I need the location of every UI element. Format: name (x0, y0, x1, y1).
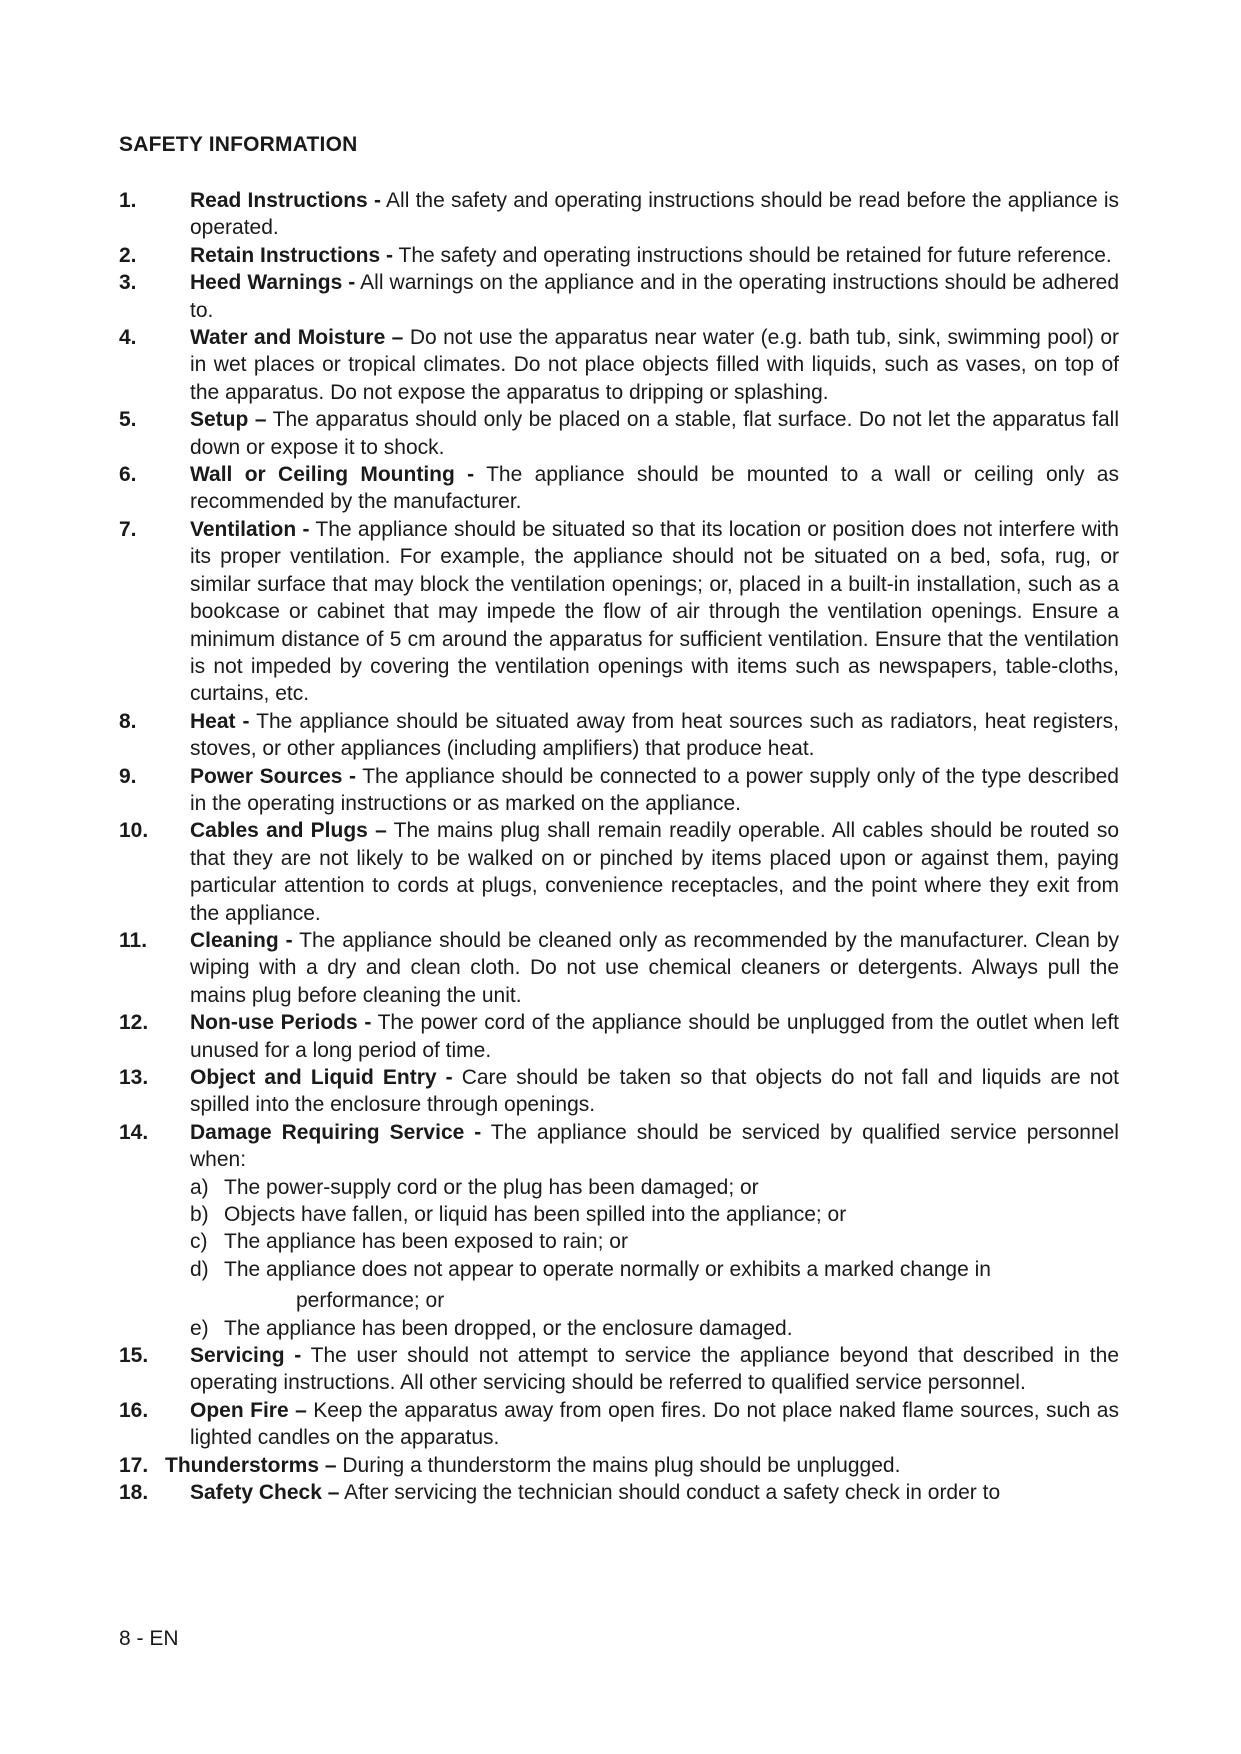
list-item (119, 708, 1119, 763)
item-heading: Heat - (190, 709, 250, 733)
item-body: The appliance should be situated away from heat sources such as radiators, heat registers, stoves, or other appliances (including amplifiers) that produce heat. (190, 709, 1119, 761)
item-body: The appliance should be mounted to a wall or ceiling only as recommended by the manufacturer. (190, 463, 1119, 514)
item-body: The power cord of the appliance should be unplugged from the outlet when left unused for a long period of time. (190, 1011, 1119, 1062)
item-number: 17. (119, 1453, 149, 1477)
sub-text: Objects have fallen, or liquid has been spilled into the appliance; or (224, 1203, 847, 1227)
sub-text: The appliance has been dropped, or the enclosure damaged. (224, 1316, 793, 1340)
item-number: 10. (119, 819, 149, 843)
item-number: 7. (119, 517, 137, 541)
item-body: The appliance should be situated so that its location or position does not interfere with its proper ventilation. For example, the appliance should not be situated on a bed, sofa, rug, or similar surface that may block the ventilation openings; or, placed in a built-in installation, such as a bookcase or cabinet that may impede the flow of air through the ventilation openings. Ensure a minimum distance of 5 cm around the apparatus for sufficient ventilation. Ensure that the ventilation is not impeded by covering the ventilation openings with items such as newspapers, table-cloths, curtains, etc. (190, 517, 1119, 706)
item-body: The appliance should be connected to a power supply only of the type described in the operating instructions or as marked on the appliance. (190, 764, 1119, 815)
item-number: 6. (119, 463, 137, 487)
sub-letter: d) (190, 1257, 209, 1281)
item-body: The appliance should be serviced by qualified service personnel when: (190, 1120, 1119, 1172)
item-heading: Ventilation - (190, 517, 310, 541)
list-item (119, 269, 1119, 324)
item-number: 5. (119, 408, 137, 432)
sub-text: The power-supply cord or the plug has been damaged; or (224, 1175, 759, 1199)
item-heading: Open Fire – (190, 1398, 307, 1422)
list-item (119, 1342, 1119, 1397)
list-item (119, 1064, 1119, 1119)
sub-letter: e) (190, 1316, 209, 1340)
list-item (119, 763, 1119, 818)
sub-item (190, 1174, 1119, 1201)
sub-list (190, 1174, 1119, 1342)
list-item (119, 406, 1119, 461)
item-number: 15. (119, 1344, 149, 1368)
item-body: The apparatus should only be placed on a stable, flat surface. Do not let the apparatus fall down or expose it to shock. (190, 408, 1119, 459)
sub-item (190, 1256, 1119, 1315)
item-number: 4. (119, 326, 137, 350)
item-heading: Read Instructions - (190, 189, 381, 212)
list-item (119, 1009, 1119, 1064)
sub-letter: c) (190, 1230, 208, 1254)
item-number: 14. (119, 1120, 149, 1144)
item-number: 9. (119, 764, 137, 788)
item-body: The user should not attempt to service the appliance beyond that described in the operating instructions. All other servicing should be referred to qualified service personnel. (190, 1344, 1119, 1395)
item-number: 13. (119, 1066, 149, 1089)
item-heading: Power Sources - (190, 764, 357, 788)
item-heading: Cables and Plugs – (190, 819, 387, 843)
item-body: The appliance should be cleaned only as recommended by the manufacturer. Clean by wiping with a dry and clean cloth. Do not use chemical cleaners or detergents. Always pull the mains plug before cleaning the unit. (190, 928, 1119, 1007)
item-number: 1. (119, 189, 137, 212)
item-number: 18. (119, 1481, 149, 1505)
item-number: 3. (119, 271, 137, 295)
item-number: 11. (119, 928, 148, 952)
list-item (119, 324, 1119, 406)
item-body: All the safety and operating instructions should be read before the appliance is operated. (190, 189, 1119, 240)
list-item (119, 516, 1119, 708)
item-number: 16. (119, 1398, 149, 1422)
item-body: All warnings on the appliance and in the operating instructions should be adhered to. (190, 271, 1119, 322)
list-item (119, 187, 1119, 242)
item-heading: Safety Check – (190, 1481, 340, 1505)
item-number: 12. (119, 1011, 149, 1035)
sub-text: The appliance does not appear to operate normally or exhibits a marked change in (224, 1257, 991, 1281)
sub-text: The appliance has been exposed to rain; or (224, 1230, 628, 1254)
page-number: 8 - EN (119, 1627, 179, 1650)
sub-letter: a) (190, 1175, 209, 1199)
item-heading: Cleaning - (190, 928, 293, 952)
item-body: Care should be taken so that objects do not fall and liquids are not spilled into the enclosure through openings. (190, 1066, 1119, 1117)
list-item (119, 1479, 1119, 1506)
list-item (119, 461, 1119, 516)
item-heading: Servicing - (190, 1344, 302, 1368)
list-item (119, 1397, 1119, 1452)
item-number: 2. (119, 243, 137, 267)
item-body: After servicing the technician should conduct a safety check in order to (344, 1481, 1001, 1505)
list-item (119, 817, 1119, 927)
sub-text-continuation: performance; or (296, 1289, 445, 1313)
sub-letter: b) (190, 1203, 209, 1227)
item-heading: Heed Warnings - (190, 271, 356, 295)
sub-item (190, 1315, 1119, 1342)
item-heading: Setup – (190, 408, 267, 432)
sub-item (190, 1201, 1119, 1228)
item-heading: Retain Instructions - (190, 243, 394, 267)
item-heading: Non-use Periods - (190, 1011, 372, 1035)
list-item (119, 242, 1119, 269)
item-heading: Wall or Ceiling Mounting - (190, 463, 475, 487)
list-item (119, 927, 1119, 1009)
item-heading: Damage Requiring Service - (190, 1120, 482, 1144)
safety-list (119, 187, 1119, 1507)
item-body: During a thunderstorm the mains plug should be unplugged. (342, 1453, 901, 1477)
sub-item (190, 1228, 1119, 1255)
item-body: The mains plug shall remain readily operable. All cables should be routed so that they are not likely to be walked on or pinched by items placed upon or against them, paying particular attention to cords at plugs, convenience receptacles, and the point where they exit from the appliance. (190, 819, 1119, 925)
item-heading: Water and Moisture – (190, 326, 404, 350)
item-body: The safety and operating instructions should be retained for future reference. (398, 243, 1112, 267)
item-body: Do not use the apparatus near water (e.g. bath tub, sink, swimming pool) or in wet places or tropical climates. Do not place objects filled with liquids, such as vases, on top of the apparatus. Do not expose the apparatus to dripping or splashing. (190, 326, 1120, 404)
list-item (119, 1119, 1119, 1342)
page-title: SAFETY INFORMATION (119, 133, 358, 156)
list-item (119, 1452, 1119, 1479)
item-number: 8. (119, 709, 137, 733)
item-heading: Thunderstorms – (165, 1453, 337, 1477)
item-body: Keep the apparatus away from open fires. Do not place naked flame sources, such as lighted candles on the apparatus. (190, 1398, 1119, 1450)
item-heading: Object and Liquid Entry - (190, 1066, 453, 1089)
